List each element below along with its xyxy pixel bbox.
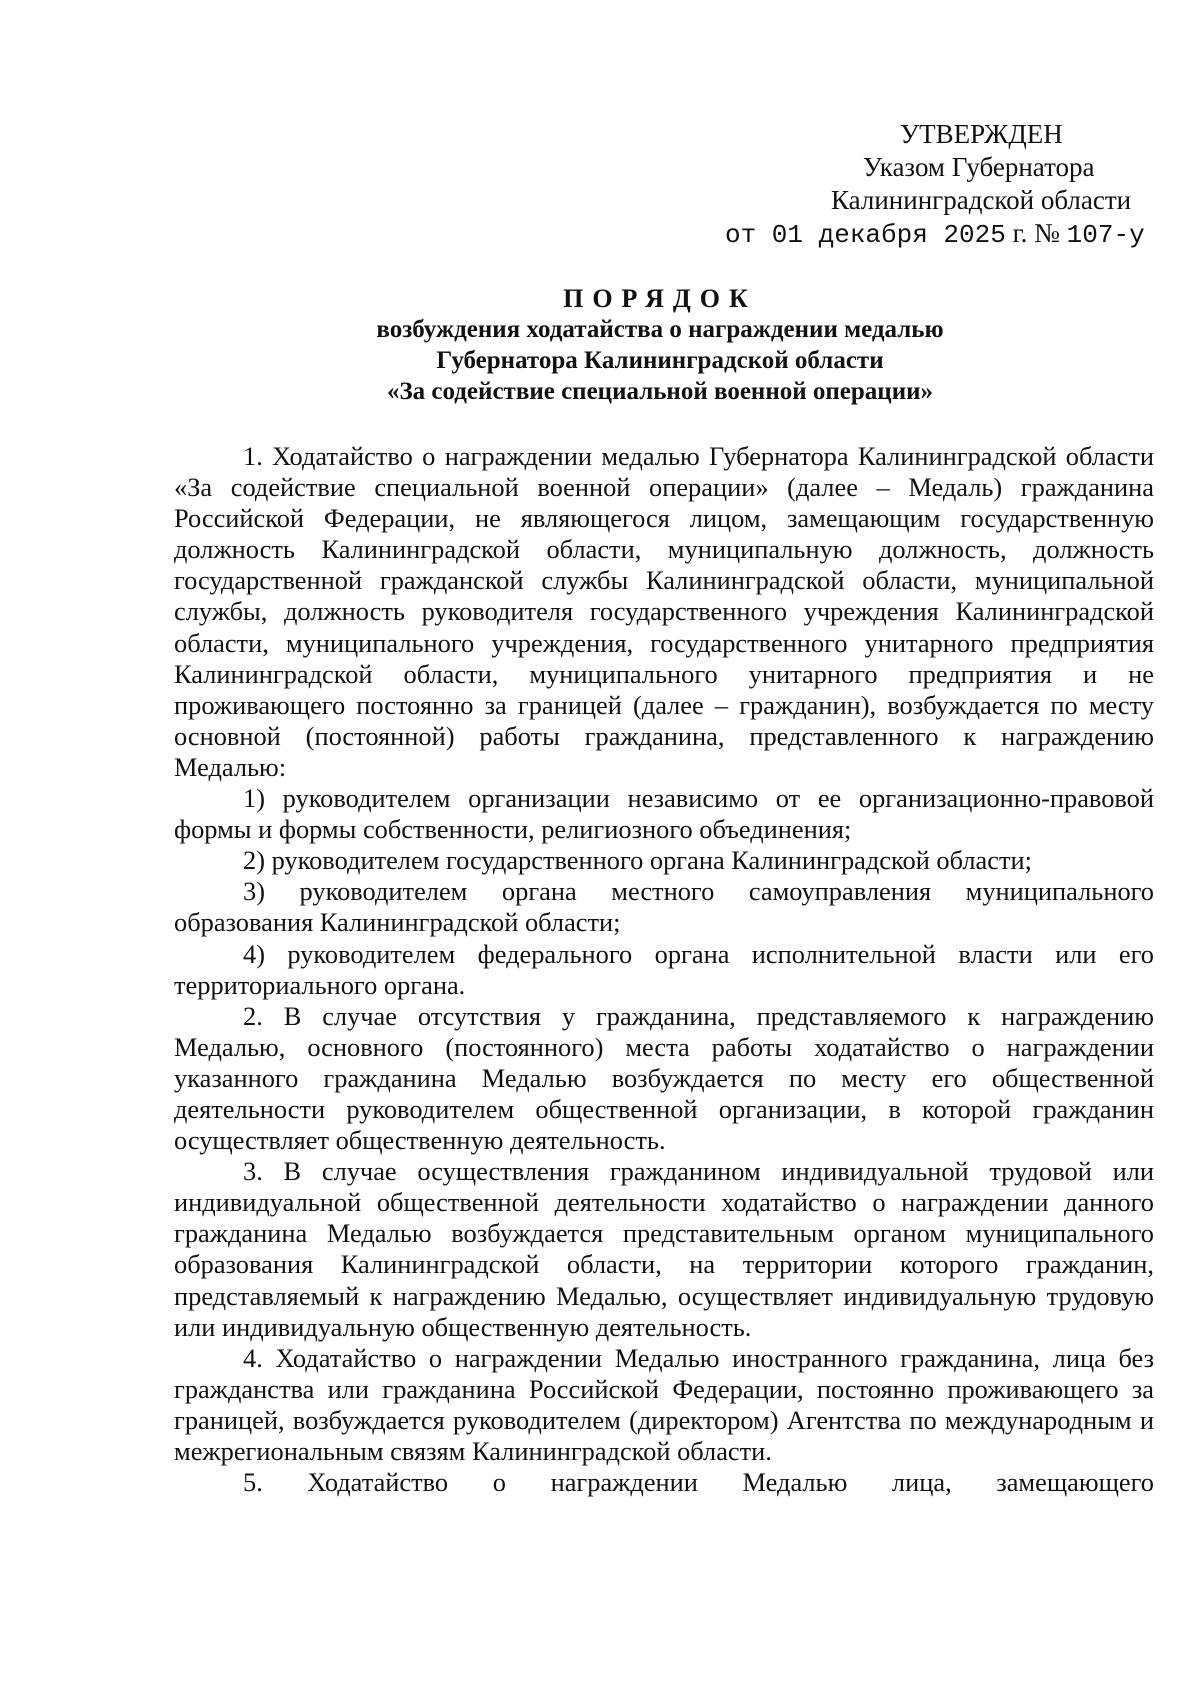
paragraph-1: 1. Ходатайство о награждении медалью Губернатора Калининградской области «За содействие специальной военной операции» (далее – Медаль) гражданина Российской Федерации, не являющегося лицом, замещающим государственную должность Калининградской области, муниципальную должность, должность государственной гражданской службы Калининградской области, муниципальной службы, должность руководителя государственного учреждения Калининградской области, муниципального учреждения, государственного унитарного предприятия Калининградской области, муниципального унитарного предприятия и не проживающего постоянно за границей (далее – гражданин), возбуждается по месту основной (постоянной) работы гражданина, представленного к награждению Медалью:	[174, 441, 1154, 782]
document-body	[174, 441, 1154, 1498]
subitem-4: 4) руководителем федерального органа исполнительной власти или его территориального органа.	[174, 938, 1154, 1000]
document-heading	[160, 283, 1160, 407]
approval-date: от 01 декабря 2025	[725, 220, 1006, 250]
document-title: ПОРЯДОК	[563, 284, 757, 313]
approval-date-line	[700, 217, 1145, 252]
paragraph-2: 2. В случае отсутствия у гражданина, представляемого к награждению Медалью, основного (постоянного) места работы ходатайство о награждении указанного гражданина Медалью возбуждается по месту его общественной деятельности руководителем общественной организации, в которой гражданин осуществляет общественную деятельность.	[174, 1000, 1154, 1156]
paragraph-5-start: 5. Ходатайство о награждении Медалью лица, замещающего	[243, 1467, 1154, 1498]
heading-line-3: «За содействие специальной военной операции»	[386, 378, 934, 405]
heading-line-1: возбуждения ходатайства о награждении медалью	[376, 316, 944, 343]
approval-number: 107-у	[1066, 220, 1145, 250]
approval-stamp	[700, 118, 1145, 252]
subitem-2: 2) руководителем государственного органа Калининградской области;	[243, 845, 1032, 876]
approval-date-g: г.	[1012, 218, 1028, 248]
heading-line-2: Губернатора Калининградской области	[436, 347, 884, 374]
paragraph-3: 3. В случае осуществления гражданином индивидуальной трудовой или индивидуальной общественной деятельности ходатайство о награждении данного гражданина Медалью возбуждается представительным органом муниципального образования Калининградской области, на территории которого гражданин, представляемый к награждению Медалью, осуществляет индивидуальную трудовую или индивидуальную общественную деятельность.	[174, 1156, 1154, 1342]
number-sign: №	[1034, 218, 1060, 248]
approval-decree-line: Указом Губернатора	[863, 152, 1095, 182]
subitem-3: 3) руководителем органа местного самоуправления муниципального образования Калининградской области;	[174, 876, 1154, 938]
approval-region-line: Калининградской области	[831, 185, 1132, 215]
paragraph-4: 4. Ходатайство о награждении Медалью иностранного гражданина, лица без гражданства или гражданина Российской Федерации, постоянно проживающего за границей, возбуждается руководителем (директором) Агентства по международным и межрегиональным связям Калининградской области.	[174, 1342, 1154, 1466]
subitem-1: 1) руководителем организации независимо от ее организационно-правовой формы и формы собственности, религиозного объединения;	[174, 783, 1154, 845]
approval-title: УТВЕРЖДЕН	[900, 119, 1063, 149]
